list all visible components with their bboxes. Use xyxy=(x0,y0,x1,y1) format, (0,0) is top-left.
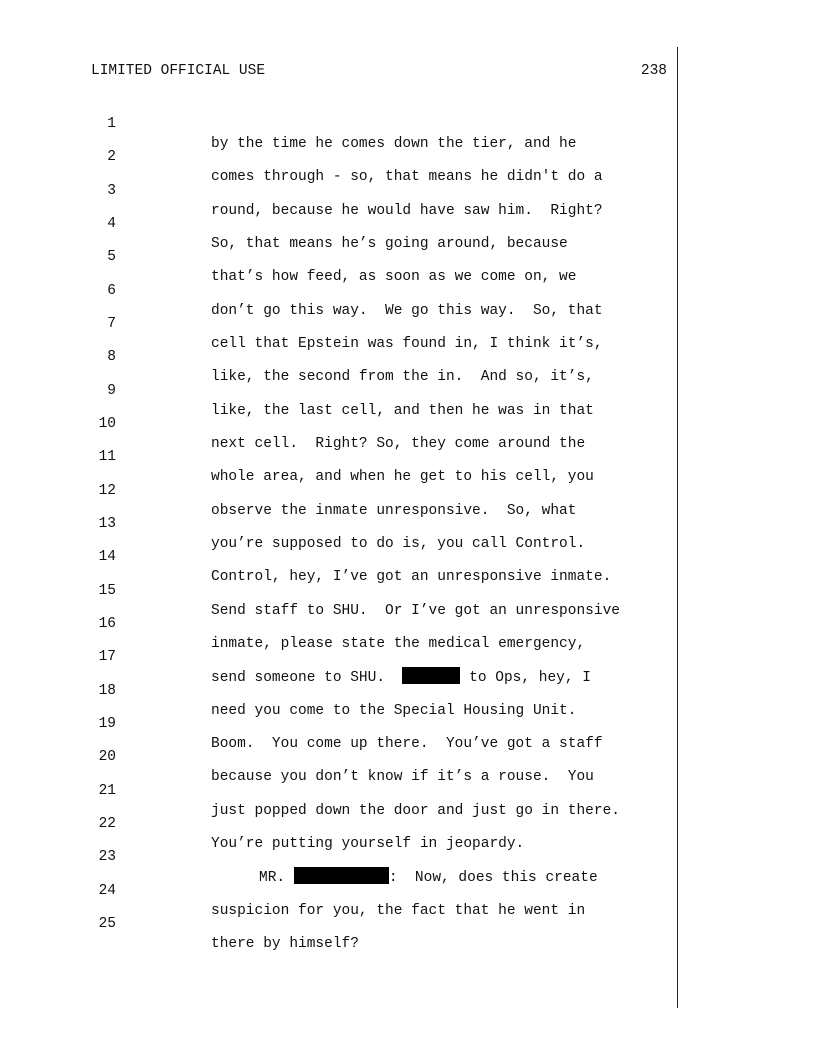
line-number: 11 xyxy=(98,449,116,465)
line-text-after-redaction: : Now, does this create xyxy=(388,870,598,886)
line-number: 8 xyxy=(107,349,116,365)
classification-header: LIMITED OFFICIAL USE xyxy=(91,63,266,79)
transcript-line xyxy=(0,527,816,585)
line-number: 23 xyxy=(98,849,116,865)
transcript-line xyxy=(0,294,816,352)
transcript-line xyxy=(0,261,816,319)
line-text: that’s how feed, as soon as we come on, we xyxy=(211,269,577,285)
transcript-line xyxy=(0,661,816,719)
transcript-line xyxy=(0,94,816,152)
transcript-line xyxy=(0,127,816,185)
transcript-line xyxy=(0,227,816,285)
line-text: comes through - so, that means he didn't do a xyxy=(211,169,603,185)
line-number: 16 xyxy=(98,616,116,632)
transcript-line xyxy=(0,794,816,852)
line-text: because you don’t know if it’s a rouse. You xyxy=(211,769,594,785)
line-number: 13 xyxy=(98,516,116,532)
transcript-line xyxy=(0,494,816,552)
line-number: 19 xyxy=(98,716,116,732)
line-number: 25 xyxy=(98,916,116,932)
line-text: observe the inmate unresponsive. So, what xyxy=(211,503,577,519)
page-number: 238 xyxy=(640,63,667,79)
line-number: 17 xyxy=(98,649,116,665)
transcript-line xyxy=(0,194,816,252)
line-text: like, the second from the in. And so, it’s, xyxy=(211,369,594,385)
transcript-line xyxy=(0,461,816,519)
line-number: 14 xyxy=(98,549,116,565)
line-text: You’re putting yourself in jeopardy. xyxy=(211,836,525,852)
transcript-line xyxy=(0,394,816,452)
line-text: by the time he comes down the tier, and he xyxy=(211,136,577,152)
line-number: 24 xyxy=(98,883,116,899)
transcript-line xyxy=(0,761,816,819)
transcript-line xyxy=(0,727,816,785)
transcript-line xyxy=(0,561,816,619)
line-number: 9 xyxy=(107,383,116,399)
line-text: cell that Epstein was found in, I think it’s, xyxy=(211,336,603,352)
line-text: round, because he would have saw him. Right? xyxy=(211,203,603,219)
transcript-line xyxy=(0,894,816,952)
transcript-line xyxy=(0,694,816,752)
line-number: 4 xyxy=(107,216,116,232)
transcript-line xyxy=(0,361,816,419)
line-text-before-redaction: MR. xyxy=(259,870,294,886)
line-text: whole area, and when he get to his cell, you xyxy=(211,469,594,485)
line-number: 6 xyxy=(107,283,116,299)
line-text: Control, hey, I’ve got an unresponsive inmate. xyxy=(211,569,612,585)
line-number: 5 xyxy=(107,249,116,265)
line-text: Boom. You come up there. You’ve got a staff xyxy=(211,736,603,752)
transcript-line xyxy=(0,861,816,919)
transcript-line xyxy=(0,427,816,485)
line-text-after-redaction: to Ops, hey, I xyxy=(460,670,591,686)
line-number: 7 xyxy=(107,316,116,332)
line-number: 1 xyxy=(107,116,116,132)
line-number: 18 xyxy=(98,683,116,699)
line-number: 12 xyxy=(98,483,116,499)
line-text: like, the last cell, and then he was in that xyxy=(211,403,594,419)
line-number: 22 xyxy=(98,816,116,832)
line-text: suspicion for you, the fact that he went in xyxy=(211,903,586,919)
line-number: 15 xyxy=(98,583,116,599)
line-number: 10 xyxy=(98,416,116,432)
transcript-line xyxy=(0,627,816,686)
line-number: 21 xyxy=(98,783,116,799)
line-text: just popped down the door and just go in there. xyxy=(211,803,620,819)
line-number: 2 xyxy=(107,149,116,165)
transcript-line xyxy=(0,827,816,886)
line-number: 20 xyxy=(98,749,116,765)
line-text-before-redaction: send someone to SHU. xyxy=(211,670,403,686)
line-text: inmate, please state the medical emergency, xyxy=(211,636,586,652)
transcript-line xyxy=(0,594,816,652)
line-text: you’re supposed to do is, you call Control. xyxy=(211,536,586,552)
line-text: So, that means he’s going around, because xyxy=(211,236,568,252)
line-text: next cell. Right? So, they come around the xyxy=(211,436,586,452)
line-number: 3 xyxy=(107,183,116,199)
line-text: Send staff to SHU. Or I’ve got an unresponsive xyxy=(211,603,620,619)
transcript-line xyxy=(0,327,816,385)
line-text: don’t go this way. We go this way. So, that xyxy=(211,303,603,319)
transcript-line xyxy=(0,161,816,219)
line-text: there by himself? xyxy=(211,936,359,952)
line-text: need you come to the Special Housing Unit. xyxy=(211,703,577,719)
